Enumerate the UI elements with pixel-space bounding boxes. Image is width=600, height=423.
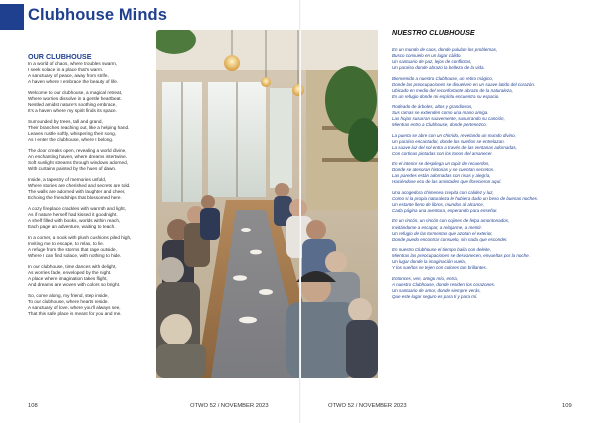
footer-right: OTWO 52 / NOVEMBER 2023 bbox=[328, 403, 407, 409]
poem-es-line: Donde puedo encontrar consuelo, sin nada que esconder. bbox=[392, 236, 508, 242]
poem-en-line: The walls are adorned with laughter and cheer, bbox=[28, 189, 126, 195]
poem-en-line: In a world of chaos, where troubles swarm, bbox=[28, 61, 118, 66]
poem-en-line: As I enter the clubhouse, where I belong. bbox=[28, 137, 114, 143]
poem-es-stanza bbox=[392, 161, 592, 185]
section-color-tab bbox=[0, 4, 24, 30]
poem-es-line: En nuestro Clubhouse el tiempo baila con deleite, bbox=[392, 247, 492, 253]
poem-es-stanza bbox=[392, 133, 592, 157]
poem-es-line: Entonces, ven, amigo mío, entra, bbox=[392, 275, 459, 281]
poem-en-line: A cozy fireplace crackles with warmth and light, bbox=[28, 205, 126, 211]
poem-title-english: OUR CLUBHOUSE bbox=[28, 52, 92, 61]
poem-es-line: Donde se atesoran historias y se cuentan secretos. bbox=[392, 167, 495, 173]
poem-en-stanza bbox=[28, 177, 156, 201]
footer-left: OTWO 52 / NOVEMBER 2023 bbox=[190, 403, 269, 409]
poem-es-line: Un santuario de paz, lejos de conflictos, bbox=[392, 59, 472, 65]
poem-en-line: In our clubhouse, time dances with delight, bbox=[28, 263, 117, 269]
poem-es-line: Cada página una aventura, esperando para enseñar. bbox=[392, 208, 498, 214]
poem-es-line: Con cortinas pintadas con los tonos del amanecer. bbox=[392, 150, 493, 156]
poem-es-line: Un lugar donde la imaginación vuela, bbox=[392, 259, 467, 265]
poem-es-line: Ubicado en medio del reconfortante abrazo de la naturaleza, bbox=[392, 87, 513, 93]
poem-es-stanza bbox=[392, 190, 592, 214]
page-gutter bbox=[299, 0, 301, 423]
poem-es-line: En el interior se despliega un tapiz de recuerdos, bbox=[392, 161, 490, 167]
poem-en-line: A sanctuary of love, where you'll always see, bbox=[28, 304, 121, 310]
poem-es-line: Un paraíso donde abrazo la belleza de la vida. bbox=[392, 65, 485, 71]
poem-en-line: The door creaks open, revealing a world divine, bbox=[28, 147, 127, 153]
poem-es-line: Bienvenido a nuestro Clubhouse, un retiro mágico, bbox=[392, 75, 494, 81]
poem-es-stanza bbox=[392, 47, 592, 71]
poem-es-line: Donde las preocupaciones se disuelven en un suave latido del corazón. bbox=[392, 81, 536, 87]
poem-en-line: Inviting me to escape, to relax, to lie. bbox=[28, 240, 105, 246]
poem-en-stanza bbox=[28, 90, 156, 114]
poem-es-line: Rodeado de árboles, altos y grandiosos, bbox=[392, 104, 473, 110]
poem-es-line: Mientras entro a Clubhouse, donde pertenezco. bbox=[392, 122, 488, 128]
poem-es-line: Es un refugio donde mi espíritu encuentra su espacio. bbox=[392, 93, 500, 99]
poem-en-line: A sanctuary of peace, away from strife, bbox=[28, 73, 109, 79]
poem-en-line: Where stories are cherished and secrets are told. bbox=[28, 182, 131, 188]
poem-es-line: Haciéndose eco de las amistades que florecieron aquí. bbox=[392, 179, 502, 185]
poem-es-line: En un rincón, un rincón con cojines de felpa amontonados, bbox=[392, 218, 510, 224]
poem-es-stanza bbox=[392, 247, 592, 271]
poem-es-line: Las paredes están adornadas con risas y alegría, bbox=[392, 173, 491, 179]
group-photo bbox=[156, 30, 378, 378]
poem-en-line: So, come along, my friend, step inside, bbox=[28, 292, 109, 298]
poem-en-stanza bbox=[28, 61, 156, 85]
poem-en-line: To our clubhouse, where hearts reside. bbox=[28, 298, 109, 304]
poem-en-line: Echoing the friendships that blossomed here. bbox=[28, 195, 122, 201]
poem-title-spanish: NUESTRO CLUBHOUSE bbox=[392, 28, 475, 37]
poem-es-line: Y los sueños se tejen con colores tan brillantes. bbox=[392, 265, 487, 271]
poem-es-stanza bbox=[392, 218, 592, 242]
poem-es-line: En un mundo de caos, donde pululan los problemas, bbox=[392, 47, 498, 52]
poem-es-line: Sus ramas se extienden como una mano amiga. bbox=[392, 110, 489, 116]
poem-es-stanza bbox=[392, 104, 592, 128]
poem-en-line: A haven where I embrace the beauty of life. bbox=[28, 79, 119, 85]
poem-es-line: Un estante lleno de libros, mundos al alcance, bbox=[392, 201, 485, 207]
poem-en-line: It's a haven where my spirit finds its space. bbox=[28, 108, 117, 114]
poem-body-spanish bbox=[392, 47, 592, 304]
poem-es-line: Busco consuelo en un lugar cálido. bbox=[392, 53, 462, 59]
poem-es-line: Un paraíso encantador, donde los sueños se entrelazan. bbox=[392, 138, 505, 144]
poem-en-stanza bbox=[28, 119, 156, 143]
poem-es-line: La puerta se abre con un chirrido, revelando un mundo divino, bbox=[392, 132, 516, 138]
poem-en-line: Where worries dissolve in a gentle heartbeat. bbox=[28, 96, 122, 102]
poem-en-line: As worries fade, enveloped by the night. bbox=[28, 269, 112, 275]
poem-en-line: Each page an adventure, waiting to teach. bbox=[28, 224, 116, 230]
poem-es-line: Invitándome a escapar, a relajarme, a mentir. bbox=[392, 224, 483, 230]
poem-en-line: Nestled amidst nature's soothing embrace, bbox=[28, 102, 117, 108]
poem-en-line: With curtains painted by the hues of dawn. bbox=[28, 166, 117, 172]
poem-en-line: Inside, a tapestry of memories unfold, bbox=[28, 176, 107, 182]
poem-es-line: Mientras las preocupaciones se desvanecen, envueltas por la noche. bbox=[392, 253, 530, 259]
poem-en-stanza bbox=[28, 206, 156, 230]
poem-en-line: That this safe place is meant for you and me. bbox=[28, 311, 122, 317]
poem-en-line: A shelf filled with books, worlds within reach, bbox=[28, 218, 121, 224]
poem-es-line: Un refugio de las tormentas que azotan el exterior, bbox=[392, 230, 493, 236]
poem-en-line: Their branches reaching out, like a helping hand. bbox=[28, 125, 130, 131]
poem-es-line: La suave luz del sol entra a través de las ventanas adornadas, bbox=[392, 144, 517, 150]
poem-es-line: Un santuario de amor, donde siempre verás, bbox=[392, 287, 481, 293]
poem-es-line: Como si la propia naturaleza le hubiera dado un beso de buenas noches. bbox=[392, 195, 539, 201]
page-number-right: 109 bbox=[562, 403, 572, 409]
poem-en-stanza bbox=[28, 148, 156, 172]
poem-es-line: Que este lugar seguro es para ti y para mí. bbox=[392, 293, 478, 299]
poem-en-line: Soft sunlight streams through windows adorned, bbox=[28, 160, 129, 166]
page-heading: Clubhouse Minds bbox=[28, 6, 167, 24]
page-number-left: 108 bbox=[28, 403, 38, 409]
poem-es-line: A nuestro Clubhouse, donde residen los corazones. bbox=[392, 281, 496, 287]
poem-en-line: An enchanting haven, where dreams intertwine. bbox=[28, 154, 128, 159]
poem-en-line: A refuge from the storms that rage outside, bbox=[28, 247, 117, 252]
poem-en-line: A place where imagination takes flight, bbox=[28, 275, 108, 281]
poem-en-line: I seek solace in a place that's warm. bbox=[28, 67, 104, 73]
poem-en-stanza bbox=[28, 293, 156, 317]
poem-en-stanza bbox=[28, 235, 156, 259]
poem-en-line: Where I can find solace, with nothing to hide. bbox=[28, 253, 122, 259]
poem-es-line: Una acogedora chimenea crepita con calidez y luz, bbox=[392, 189, 494, 195]
poem-body-english bbox=[28, 61, 156, 322]
poem-es-line: Las hojas susurran suavemente, susurrando su canción, bbox=[392, 116, 505, 122]
poem-es-stanza bbox=[392, 276, 592, 300]
poem-en-line: In a corner, a nook with plush cushions piled high, bbox=[28, 234, 132, 240]
poem-en-line: Welcome to our clubhouse, a magical retreat, bbox=[28, 89, 123, 95]
poem-en-line: As if nature herself had kissed it goodnight. bbox=[28, 211, 118, 217]
poem-en-line: Leaves rustle softly, whispering their song, bbox=[28, 131, 116, 137]
poem-en-stanza bbox=[28, 264, 156, 288]
poem-en-line: Surrounded by trees, tall and grand, bbox=[28, 118, 103, 124]
poem-en-line: And dreams are woven with colors so bright. bbox=[28, 282, 121, 288]
poem-es-stanza bbox=[392, 76, 592, 100]
